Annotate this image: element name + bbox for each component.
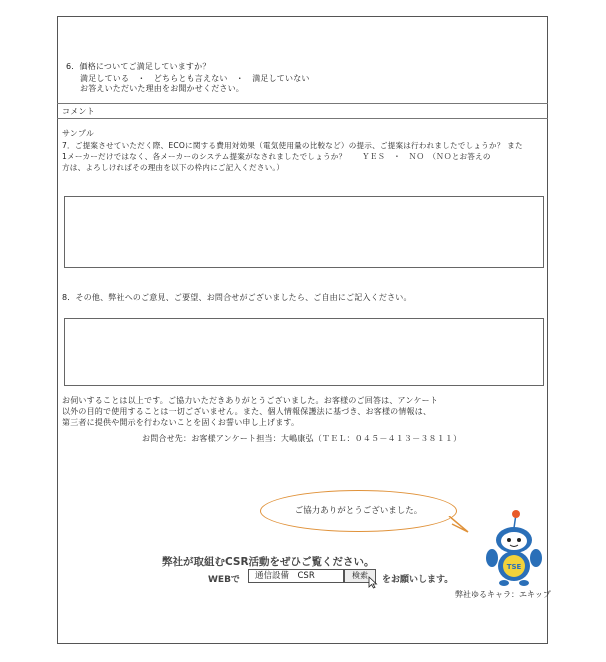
thanks-bubble [260,490,457,532]
contact-info: お問合せ先：お客様アンケート担当：大嶋康弘（ＴＥＬ：０４５－４１３－３８１１） [142,434,462,443]
q7-line3: 方は、よろしければその理由を以下の枠内にご記入ください。） [62,163,285,172]
q6-question: 6．価格についてご満足していますか？ [66,62,211,71]
please-text: をお願いします。 [382,575,454,585]
q8-answer-box[interactable] [64,318,544,386]
csr-title: 弊社が取組むCSR活動をぜひご覧ください。 [162,556,375,568]
web-label: WEBで [208,575,240,585]
search-button[interactable]: 検索 [344,569,376,583]
q8-question: 8．その他、弊社へのご意見、ご要望、お問合せがございましたら、ご自由にご記入ください。 [62,293,412,302]
divider [57,118,548,119]
q7-answer-box[interactable] [64,196,544,268]
thanks-text: ご協力ありがとうございました。 [294,506,423,516]
cursor-icon [368,576,378,589]
divider [57,103,548,104]
closing-line3: 第三者に提供や開示を行わないことを固くお誓い申し上げます。 [62,418,300,427]
sample-label: サンプル [62,129,95,138]
q7-line2: 1メーカーだけではなく、各メーカーのシステム提案がなされましたでしょうか？ ＹＥＳ ・ ＮＯ （ＮＯとお答えの [62,152,491,161]
search-input[interactable]: 通信設備 CSR [248,569,344,583]
mascot-caption: 弊社ゆるキャラ：エキップ [455,590,551,599]
comment-label: コメント [62,107,95,116]
q6-reason: お答えいただいた理由をお聞かせください。 [80,84,244,93]
closing-line1: お伺いすることは以上です。ご協力いただきありがとうございました。お客様のご回答は、アンケート [62,396,439,405]
mascot-badge: TSE [506,563,522,571]
mascot-icon [470,508,552,588]
bubble-tail-icon [448,516,470,534]
q7-line1: 7．ご提案させていただく際、ECOに関する費用対効果（電気使用量の比較など）の提示、ご提案は行われましたでしょうか？ また [62,141,523,150]
closing-line2: 以外の目的で使用することは一切ございません。また、個人情報保護法に基づき、お客様の情報は、 [62,407,432,416]
q6-options: 満足している ・ どちらとも言えない ・ 満足していない [80,74,310,83]
